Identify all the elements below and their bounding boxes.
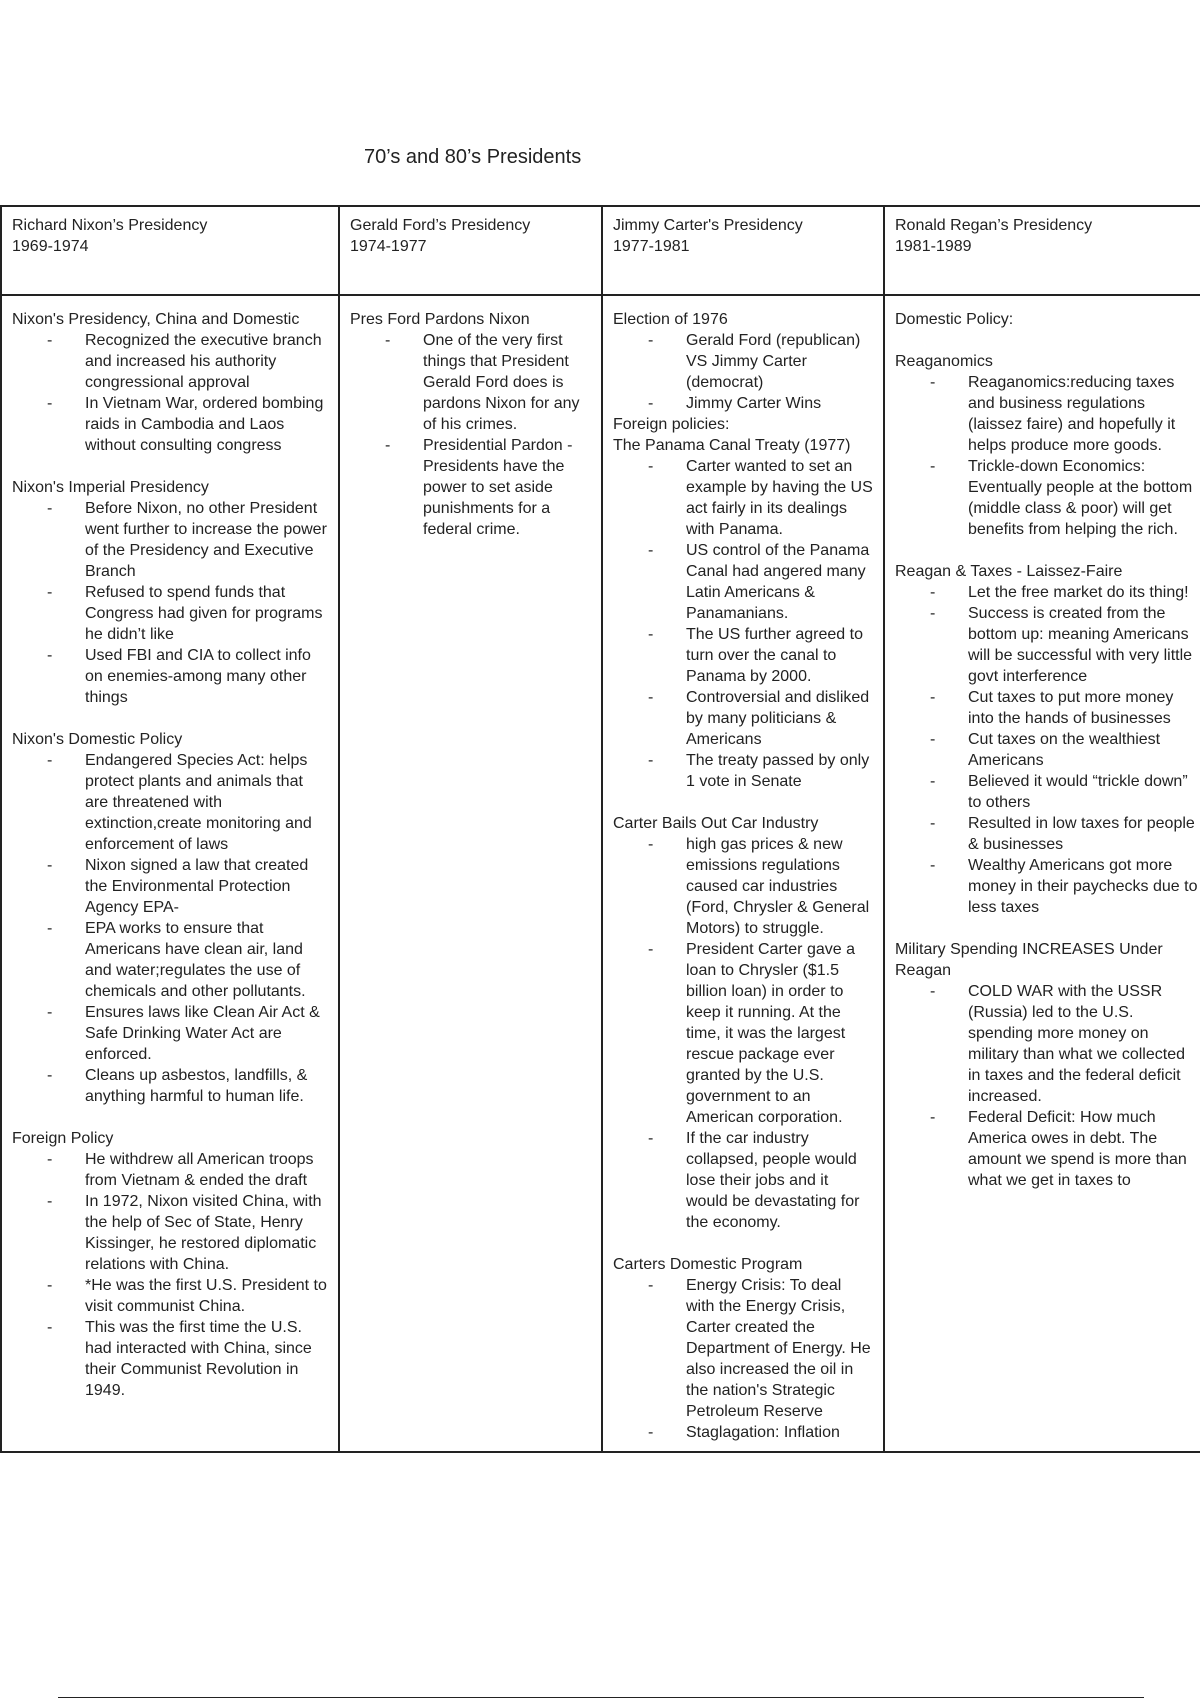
section-heading: Carter Bails Out Car Industry	[613, 815, 819, 832]
table-body-row	[1, 295, 1200, 1452]
section-heading: Nixon's Imperial Presidency	[12, 479, 209, 496]
header-cell-nixon	[1, 206, 339, 295]
bullet-item: - Trickle-down Economics: Eventually people at the bottom (middle class & poor) will get benefits from helping the rich.	[895, 456, 1200, 540]
bullet-list	[12, 330, 328, 456]
bullet-item: - Energy Crisis: To deal with the Energy Crisis, Carter created the Department of Energy. He also increased the oil in the nation's Strategic Petroleum Reserve	[613, 1275, 873, 1422]
notes-cell-carter	[602, 295, 884, 1452]
section-heading: Foreign Policy	[12, 1130, 114, 1147]
section-heading: Foreign policies:	[613, 416, 730, 433]
note-section	[12, 729, 328, 1107]
bullet-item: - Let the free market do its thing!	[895, 582, 1200, 603]
header-years: 1981-1989	[895, 238, 972, 255]
bullet-list	[613, 330, 873, 414]
section-heading: Nixon's Presidency, China and Domestic	[12, 311, 300, 328]
note-section	[895, 561, 1200, 918]
notes-cell-nixon	[1, 295, 339, 1452]
bullet-list	[895, 372, 1200, 540]
note-section	[350, 309, 591, 540]
note-section	[12, 477, 328, 708]
bullet-item: - Success is created from the bottom up: meaning Americans will be successful with very little govt interference	[895, 603, 1200, 687]
header-president-name: Jimmy Carter's Presidency	[613, 217, 803, 234]
bullet-list	[613, 456, 873, 792]
note-section	[12, 1128, 328, 1401]
section-heading: Carters Domestic Program	[613, 1256, 803, 1273]
bullet-item: - Presidential Pardon - Presidents have the power to set aside punishments for a federal crime.	[350, 435, 591, 540]
section-heading: Nixon's Domestic Policy	[12, 731, 183, 748]
document-title: 70’s and 80’s Presidents	[364, 146, 582, 168]
bullet-item: - Believed it would “trickle down” to others	[895, 771, 1200, 813]
header-cell-carter	[602, 206, 884, 295]
bullet-item: - Ensures laws like Clean Air Act & Safe Drinking Water Act are enforced.	[12, 1002, 328, 1065]
bullet-item: - COLD WAR with the USSR (Russia) led to the U.S. spending more money on military than what we collected in taxes and the federal deficit increased.	[895, 981, 1200, 1107]
bullet-item: - The US further agreed to turn over the canal to Panama by 2000.	[613, 624, 873, 687]
note-section	[613, 414, 873, 435]
bullet-item: - Wealthy Americans got more money in their paychecks due to less taxes	[895, 855, 1200, 918]
bullet-item: - Staglagation: Inflation	[613, 1422, 873, 1443]
note-section	[12, 309, 328, 456]
bullet-item: - US control of the Panama Canal had angered many Latin Americans & Panamanians.	[613, 540, 873, 624]
header-cell-ford	[339, 206, 602, 295]
header-president-name: Gerald Ford’s Presidency	[350, 217, 531, 234]
section-heading: Pres Ford Pardons Nixon	[350, 311, 530, 328]
bullet-item: - EPA works to ensure that Americans have clean air, land and water;regulates the use of chemicals and other pollutants.	[12, 918, 328, 1002]
bullet-item: - Controversial and disliked by many politicians & Americans	[613, 687, 873, 750]
bullet-item: - One of the very first things that President Gerald Ford does is pardons Nixon for any of his crimes.	[350, 330, 591, 435]
bullet-item: - The treaty passed by only 1 vote in Senate	[613, 750, 873, 792]
header-president-name: Richard Nixon’s Presidency	[12, 217, 208, 234]
header-cell-reagan	[884, 206, 1200, 295]
note-section	[895, 939, 1200, 1191]
bullet-item: - President Carter gave a loan to Chrysler ($1.5 billion loan) in order to keep it running. At the time, it was the largest rescue package ever granted by the U.S. government to an American corporation.	[613, 939, 873, 1128]
note-section	[613, 435, 873, 792]
section-heading: Military Spending INCREASES Under Reagan	[895, 941, 1163, 979]
bullet-item: - Federal Deficit: How much America owes in debt. The amount we spend is more than what we get in taxes to	[895, 1107, 1200, 1191]
bullet-item: - Used FBI and CIA to collect info on enemies-among many other things	[12, 645, 328, 708]
section-heading: Domestic Policy:	[895, 311, 1014, 328]
table-header-row	[1, 206, 1200, 295]
bullet-item: - Before Nixon, no other President went further to increase the power of the Presidency and Executive Branch	[12, 498, 328, 582]
bullet-item: - high gas prices & new emissions regulations caused car industries (Ford, Chrysler & General Motors) to struggle.	[613, 834, 873, 939]
bullet-item: - Refused to spend funds that Congress had given for programs he didn’t like	[12, 582, 328, 645]
note-section	[895, 309, 1200, 330]
note-section	[613, 309, 873, 414]
bullet-list	[12, 1149, 328, 1401]
note-section	[895, 351, 1200, 540]
bullet-item: - Nixon signed a law that created the Environmental Protection Agency EPA-	[12, 855, 328, 918]
bullet-item: - Carter wanted to set an example by having the US act fairly in its dealings with Panama.	[613, 456, 873, 540]
bullet-item: - Jimmy Carter Wins	[613, 393, 873, 414]
bullet-item: - Endangered Species Act: helps protect plants and animals that are threatened with extinction,create monitoring and enforcement of laws	[12, 750, 328, 855]
bullet-list	[12, 498, 328, 708]
bullet-item: - Recognized the executive branch and increased his authority congressional approval	[12, 330, 328, 393]
bullet-item: - Reaganomics:reducing taxes and business regulations (laissez faire) and hopefully it helps produce more goods.	[895, 372, 1200, 456]
header-years: 1974-1977	[350, 238, 427, 255]
section-heading: Election of 1976	[613, 311, 728, 328]
bullet-item: - *He was the first U.S. President to visit communist China.	[12, 1275, 328, 1317]
header-president-name: Ronald Regan’s Presidency	[895, 217, 1093, 234]
footer-divider-line	[58, 1697, 1144, 1698]
bullet-item: - In Vietnam War, ordered bombing raids in Cambodia and Laos without consulting congress	[12, 393, 328, 456]
section-heading: The Panama Canal Treaty (1977)	[613, 437, 851, 454]
notes-cell-ford	[339, 295, 602, 1452]
section-heading: Reagan & Taxes - Laissez-Faire	[895, 563, 1123, 580]
bullet-item: - In 1972, Nixon visited China, with the help of Sec of State, Henry Kissinger, he restored diplomatic relations with China.	[12, 1191, 328, 1275]
note-section	[613, 1254, 873, 1443]
header-years: 1977-1981	[613, 238, 690, 255]
presidents-notes-table	[0, 205, 1200, 1453]
bullet-item: - Cleans up asbestos, landfills, & anything harmful to human life.	[12, 1065, 328, 1107]
bullet-item: - This was the first time the U.S. had interacted with China, since their Communist Revolution in 1949.	[12, 1317, 328, 1401]
bullet-list	[613, 1275, 873, 1443]
bullet-item: - Gerald Ford (republican) VS Jimmy Carter (democrat)	[613, 330, 873, 393]
bullet-list	[895, 981, 1200, 1191]
bullet-list	[613, 834, 873, 1233]
bullet-list	[12, 750, 328, 1107]
bullet-item: - Cut taxes to put more money into the hands of businesses	[895, 687, 1200, 729]
bullet-item: - Resulted in low taxes for people & businesses	[895, 813, 1200, 855]
bullet-item: - If the car industry collapsed, people would lose their jobs and it would be devastating for the economy.	[613, 1128, 873, 1233]
bullet-list	[350, 330, 591, 540]
note-section	[613, 813, 873, 1233]
section-heading: Reaganomics	[895, 353, 993, 370]
bullet-list	[895, 582, 1200, 918]
bullet-item: - He withdrew all American troops from Vietnam & ended the draft	[12, 1149, 328, 1191]
bullet-item: - Cut taxes on the wealthiest Americans	[895, 729, 1200, 771]
notes-cell-reagan	[884, 295, 1200, 1452]
header-years: 1969-1974	[12, 238, 89, 255]
